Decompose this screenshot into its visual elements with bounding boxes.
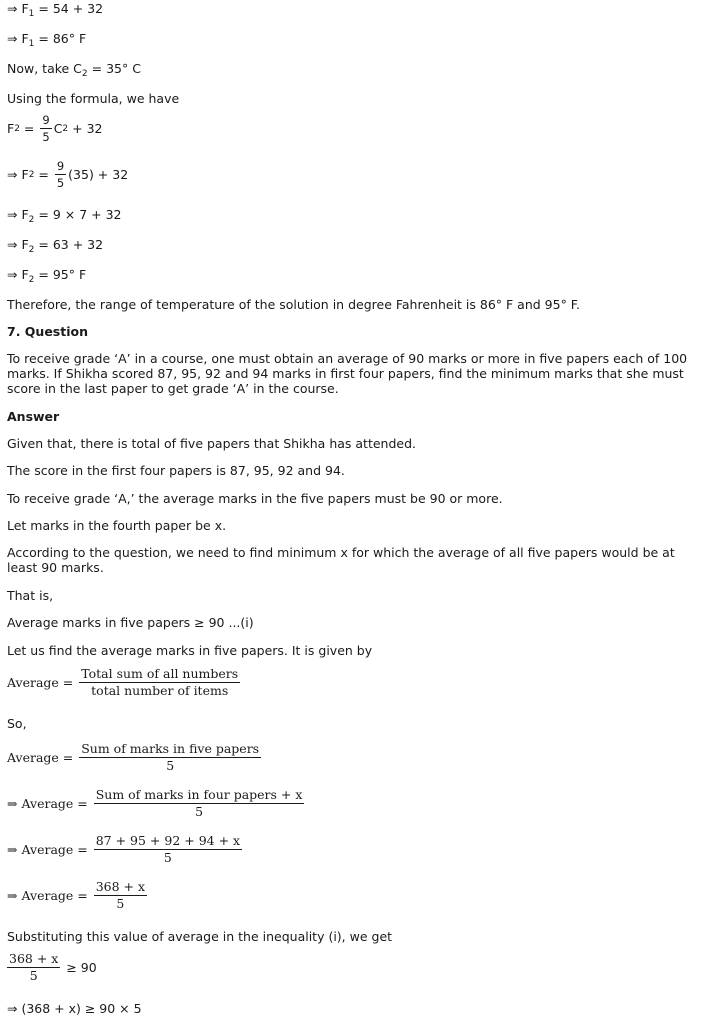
equation-f2-multiply (7, 207, 122, 225)
implies-arrow: ⇒ (7, 237, 18, 252)
answer-line: Average marks in five papers ≥ 90 ...(i) (7, 615, 254, 630)
equation-rhs: = 9 × 7 + 32 (34, 207, 122, 222)
variable-f: F (21, 267, 29, 282)
formula-lhs: Average = (7, 750, 78, 765)
average-fraction (94, 788, 305, 819)
inequality-fraction (7, 952, 97, 983)
fraction-nine-fifths (55, 159, 66, 190)
answer-line: The score in the first four papers is 87, 95, 92 and 94. (7, 463, 345, 478)
variable-f: F (21, 167, 29, 182)
answer-line: To receive grade ‘A,’ the average marks in the five papers must be 90 or more. (7, 491, 503, 506)
answer-line: Given that, there is total of five papers that Shikha has attended. (7, 436, 416, 451)
average-definition-formula (7, 667, 242, 698)
fraction-denominator: 5 (29, 968, 38, 983)
formula-f2: F 2 = $\frac{9}{5}$ C 2 + 32 (7, 113, 103, 144)
fraction-denominator: 5 (195, 804, 204, 819)
formula-lhs: Average = (21, 796, 92, 811)
fraction-denominator: total number of items (91, 683, 229, 698)
fraction-numerator: 9 (42, 113, 50, 127)
fraction-denominator: 5 (42, 130, 50, 144)
fraction-numerator: Sum of marks in five papers (81, 741, 260, 756)
fraction-numerator: 9 (56, 159, 65, 173)
average-fraction (94, 880, 147, 911)
answer-line: According to the question, we need to find minimum x for which the average of all five papers would be at least 90 marks. (7, 545, 675, 575)
inequality-rhs: ≥ 90 (62, 960, 97, 975)
average-fraction (79, 667, 240, 698)
variable-f: F (21, 237, 29, 252)
equals-sign: = (34, 167, 53, 182)
equation-f2-sum (7, 237, 104, 255)
answer-line: Let us find the average marks in five papers. It is given by (7, 643, 373, 658)
answer-line: Let marks in the fourth paper be x. (7, 518, 227, 533)
answer-heading: Answer (7, 409, 60, 424)
subscript: 1 (28, 9, 35, 19)
fraction-denominator: 5 (166, 758, 175, 773)
average-formula-five-papers (7, 742, 263, 773)
fraction-numerator: 368 + x (95, 879, 146, 894)
fraction-denominator: 5 (116, 896, 125, 911)
subscript: 1 (28, 39, 35, 49)
formula-lhs: Average = (21, 888, 92, 903)
fraction-denominator: 5 (163, 850, 172, 865)
variable-f: F (21, 31, 29, 46)
implies-arrow: ⇒ (7, 267, 18, 282)
equation-rhs: = 35° C (87, 61, 141, 76)
implies-arrow: ⇒ (7, 167, 18, 182)
formula-lhs: Average = (7, 675, 78, 690)
implies-arrow: ⇒ (7, 1, 18, 16)
implies-arrow: ⇒ (7, 888, 18, 903)
answer-line: That is, (7, 588, 54, 603)
question-text: To receive grade ‘A’ in a course, one must obtain an average of 90 marks or more in five papers each of 100 marks. If Shikha scored 87, 95, 92 and 94 marks in first four papers, find the minimum marks that she must score in the last paper to get grade ‘A’ in the course. (7, 351, 688, 396)
implies-arrow: ⇒ (7, 796, 18, 811)
fraction-denominator: 5 (56, 176, 65, 190)
variable-f: F (21, 1, 29, 16)
equation-rhs: + 32 (68, 121, 103, 136)
average-fraction (94, 834, 242, 865)
subscript: 2 (28, 215, 35, 225)
fraction-numerator: 368 + x (9, 951, 59, 966)
equation-rhs: = 95° F (34, 267, 87, 282)
using-formula-line: Using the formula, we have (7, 91, 180, 106)
fraction-numerator: Total sum of all numbers (81, 666, 239, 681)
inequality-multiplied: ⇒ (368 + x) ≥ 90 × 5 (7, 1001, 142, 1016)
equation-f1-result (7, 31, 87, 49)
equation-rhs: = 63 + 32 (34, 237, 104, 252)
fraction-numerator: 87 + 95 + 92 + 94 + x (95, 833, 241, 848)
subscript: 2 (28, 275, 35, 285)
inequality-fraction-part (7, 952, 60, 983)
equation-rhs: = 54 + 32 (34, 1, 104, 16)
conclusion-text: Therefore, the range of temperature of the solution in degree Fahrenheit is 86° F and 95° F. (7, 297, 580, 312)
average-formula-scores (7, 834, 244, 865)
formula-f2-substituted: ⇒ F 2 = $\frac{9}{5}$ (35) + 32 (7, 159, 129, 190)
equation-rhs: (35) + 32 (68, 167, 129, 182)
equals-sign: = (19, 121, 39, 136)
average-formula-four-papers (7, 788, 306, 819)
equation-f2-result (7, 267, 87, 285)
so-text: So, (7, 716, 27, 731)
variable-f: F (21, 207, 29, 222)
variable-c: C (53, 121, 63, 136)
variable-f: F (7, 121, 15, 136)
equation-rhs: = 86° F (34, 31, 87, 46)
fraction-nine-fifths (40, 113, 51, 144)
average-formula-simplified (7, 880, 149, 911)
question-heading: 7. Question (7, 324, 88, 339)
subscript: 2 (28, 245, 35, 255)
subscript: 2 (81, 69, 88, 79)
average-fraction (79, 742, 261, 773)
implies-arrow: ⇒ (7, 207, 18, 222)
substituting-text: Substituting this value of average in the inequality (i), we get (7, 929, 393, 944)
implies-arrow: ⇒ (7, 31, 18, 46)
implies-arrow: ⇒ (7, 842, 18, 857)
line-text: Now, take C (7, 61, 82, 76)
take-c2-line (7, 61, 141, 79)
equation-f1-sum (7, 1, 104, 19)
formula-lhs: Average = (21, 842, 92, 857)
fraction-numerator: Sum of marks in four papers + x (95, 787, 303, 802)
